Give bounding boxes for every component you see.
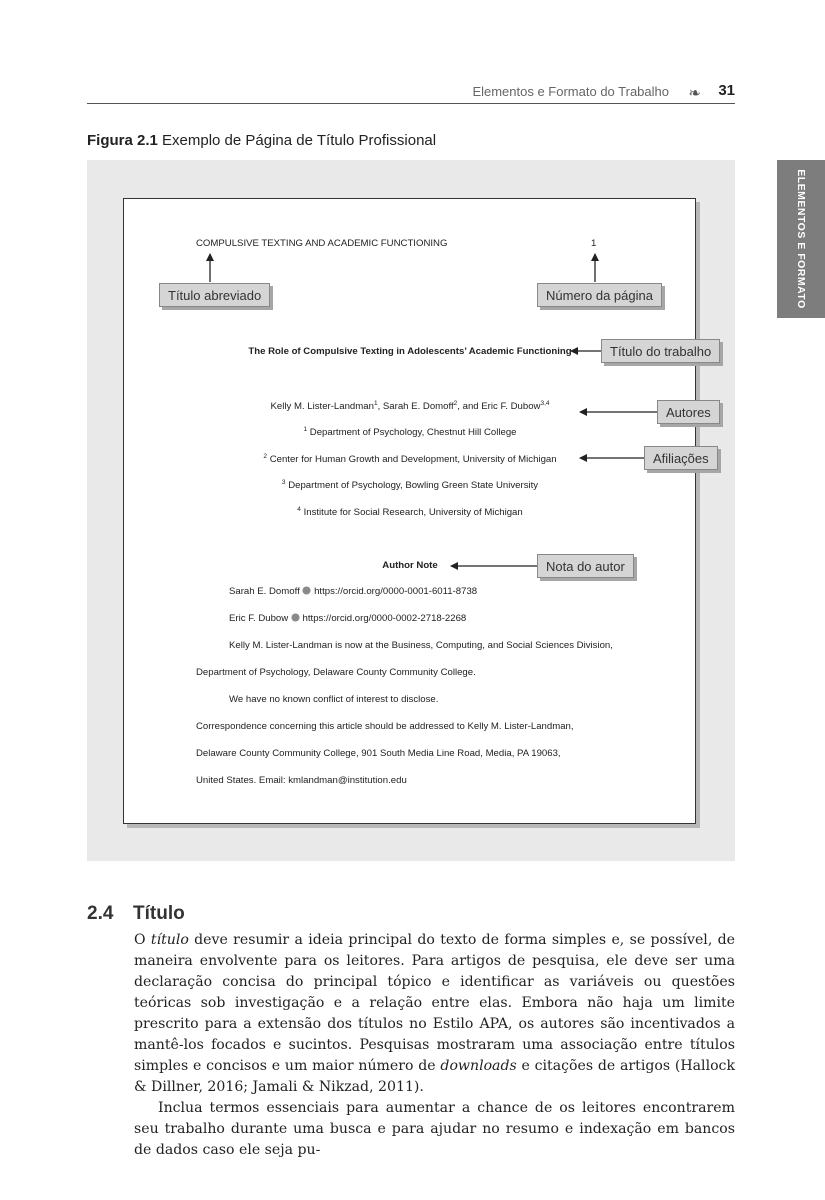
orcid-url: https://orcid.org/0000-0002-2718-2268 bbox=[302, 613, 467, 624]
section-title: Título bbox=[133, 903, 185, 924]
affiliation-superscript: 4 bbox=[297, 506, 301, 513]
side-tab-label: ELEMENTOS E FORMATO bbox=[795, 169, 807, 309]
orcid-icon bbox=[302, 586, 311, 595]
affiliation-1 bbox=[303, 426, 516, 438]
side-tab bbox=[777, 160, 825, 318]
orcid-icon bbox=[291, 613, 300, 622]
author-note-heading: Author Note bbox=[382, 560, 438, 571]
italic-term: downloads bbox=[440, 1058, 517, 1074]
affiliation-text: Department of Psychology, Chestnut Hill College bbox=[307, 427, 517, 439]
header-rule bbox=[87, 103, 735, 104]
note-line: Kelly M. Lister-Landman is now at the Business, Computing, and Social Sciences Division, bbox=[229, 640, 613, 651]
affiliation-superscript: 3 bbox=[281, 479, 286, 486]
paper-authors bbox=[270, 400, 549, 412]
orcid-name: Eric F. Dubow bbox=[229, 613, 289, 624]
paragraph bbox=[134, 930, 735, 1098]
affiliation-superscript: 1 bbox=[303, 426, 308, 433]
note-line: We have no known conflict of interest to disclose. bbox=[229, 694, 439, 705]
note-line: United States. Email: kmlandman@institution.edu bbox=[196, 775, 407, 786]
affiliation-4 bbox=[297, 506, 522, 518]
affiliation-text: Department of Psychology, Bowling Green State University bbox=[285, 480, 539, 492]
orcid-name: Sarah E. Domoff bbox=[229, 586, 300, 597]
page-number: 31 bbox=[718, 82, 735, 99]
paper-running-head: COMPULSIVE TEXTING AND ACADEMIC FUNCTIONING bbox=[196, 238, 448, 249]
orcid-line-2 bbox=[229, 613, 466, 624]
note-line: Delaware County Community College, 901 South Media Line Road, Media, PA 19063, bbox=[196, 748, 561, 759]
author-superscript: 2 bbox=[453, 400, 458, 407]
orcid-line-1 bbox=[229, 586, 477, 597]
author-name: Kelly M. Lister-Landman bbox=[270, 401, 374, 413]
section-number: 2.4 bbox=[87, 903, 114, 924]
paper-page-number: 1 bbox=[591, 238, 597, 249]
running-header bbox=[87, 82, 735, 102]
affiliation-text: Center for Human Growth and Development, University of Michigan bbox=[267, 454, 557, 466]
paragraph: Inclua termos essenciais para aumentar a chance de os leitores encontrarem seu trabalho durante uma busca e para ajudar no resumo e indexação em bancos de dados caso ele seja pu- bbox=[134, 1100, 735, 1158]
author-name: , and Eric F. Dubow bbox=[457, 401, 541, 413]
italic-term: título bbox=[150, 932, 189, 948]
ornament-icon: ❧ bbox=[688, 85, 701, 102]
callout-work-title: Título do trabalho bbox=[601, 339, 720, 363]
callout-affiliations: Afiliações bbox=[644, 446, 718, 470]
callout-author-note: Nota do autor bbox=[537, 554, 634, 578]
author-superscript: 3,4 bbox=[540, 400, 550, 407]
affiliation-text: Institute for Social Research, University of Michigan bbox=[300, 507, 523, 519]
body-text bbox=[134, 930, 735, 1161]
text-run: deve resumir a ideia principal do texto de forma simples e, se possível, de maneira envolvente para os leitores. Para artigos de pesquisa, ele deve ser uma declaração concisa do principal tópico e identificar as variáveis ou questões teóricas sob investigação e a relação entre elas. Embora não haja um limite prescrito para a extensão dos títulos no Estilo APA, os autores são incentivados a mantê-los focados e sucintos. Pesquisas mostraram uma associação entre títulos simples e concisos e um maior número de bbox=[134, 932, 735, 1074]
text-run: O bbox=[134, 932, 151, 948]
note-line: Correspondence concerning this article should be addressed to Kelly M. Lister-Landman, bbox=[196, 721, 574, 732]
affiliation-2 bbox=[263, 453, 556, 465]
figure-label: Figura 2.1 bbox=[87, 132, 158, 149]
header-section-title: Elementos e Formato do Trabalho bbox=[472, 84, 669, 99]
figure-caption-text: Exemplo de Página de Título Profissional bbox=[162, 132, 437, 149]
author-superscript: 1 bbox=[373, 400, 378, 407]
callout-authors: Autores bbox=[657, 400, 720, 424]
orcid-url: https://orcid.org/0000-0001-6011-8738 bbox=[314, 586, 478, 597]
text-run: e citações de artigos (Hallock & Dillner, 2016; Jamali & Nikzad, 2011). bbox=[134, 1058, 735, 1095]
affiliation-3 bbox=[282, 479, 538, 491]
callout-short-title: Título abreviado bbox=[159, 283, 270, 307]
callout-page-number: Número da página bbox=[537, 283, 662, 307]
paper-title: The Role of Compulsive Texting in Adolescents’ Academic Functioning bbox=[248, 346, 572, 357]
affiliation-superscript: 2 bbox=[263, 453, 268, 460]
section-heading bbox=[87, 903, 185, 925]
figure-caption bbox=[87, 132, 436, 149]
note-line: Department of Psychology, Delaware County Community College. bbox=[196, 667, 476, 678]
author-name: , Sarah E. Domoff bbox=[377, 401, 454, 413]
